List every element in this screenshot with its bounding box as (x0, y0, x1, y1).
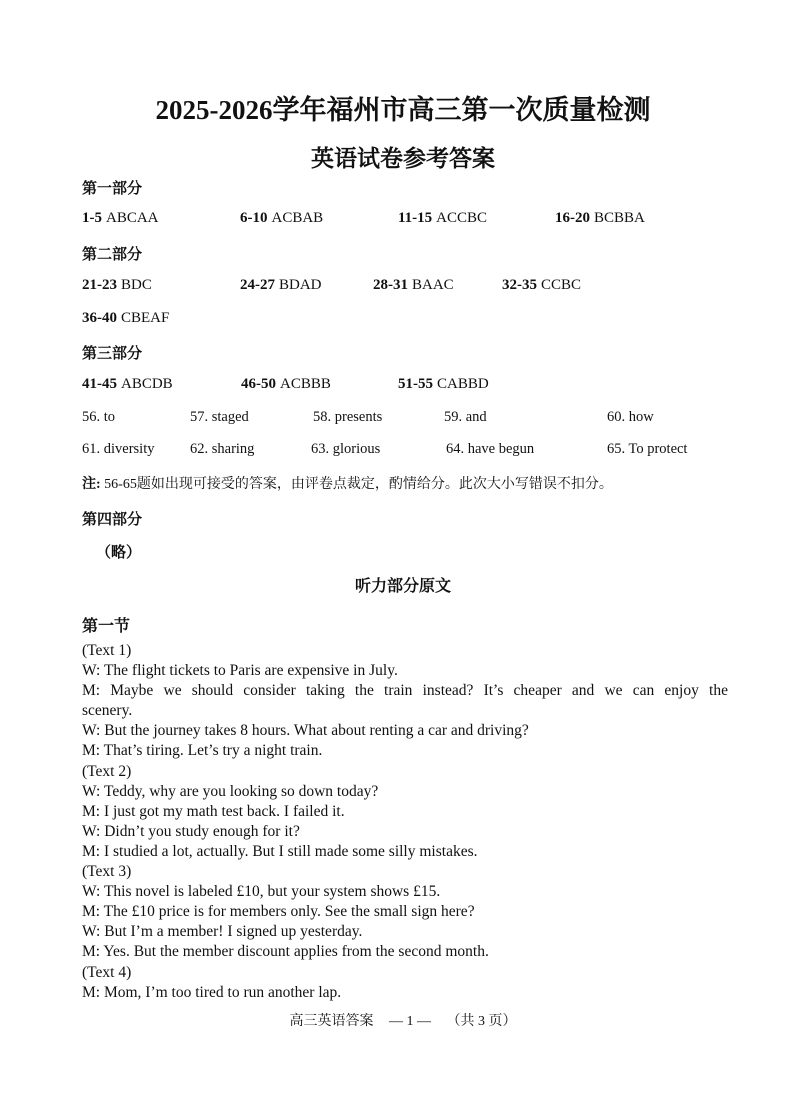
answer-group: 1-5 ABCAA (82, 210, 159, 226)
transcript-line: M: Maybe we should consider taking the train instead? It’s cheaper and we can enjoy the (82, 682, 728, 700)
answer-group: 32-35 CCBC (502, 277, 582, 293)
transcript-line: M: Yes. But the member discount applies from the second month. (82, 943, 489, 961)
fill-in-answer: 57. staged (190, 409, 249, 425)
answer-group: 36-40 CBEAF (82, 310, 170, 326)
fill-in-row-2 (0, 441, 806, 463)
part3-answers-row (0, 376, 806, 398)
transcript-line: W: The flight tickets to Paris are expensive in July. (82, 662, 398, 680)
part1-answers-row (0, 210, 806, 232)
answer-group: 16-20 BCBBA (555, 210, 645, 226)
answer-group: 28-31 BAAC (373, 277, 454, 293)
transcript-line: (Text 2) (82, 762, 132, 780)
fill-in-row-1 (0, 409, 806, 431)
part3-heading: 第三部分 (82, 346, 143, 362)
footer-total-pages: （共 3 页） (446, 1014, 517, 1029)
page-footer (0, 1010, 806, 1030)
answer-group: 41-45 ABCDB (82, 376, 173, 392)
answer-group: 24-27 BDAD (240, 277, 322, 293)
transcript-line: M: That’s tiring. Let’s try a night train. (82, 742, 323, 760)
answer-group: 11-15 ACCBC (398, 210, 488, 226)
listening-section-heading: 第一节 (82, 618, 131, 635)
answer-group: 51-55 CABBD (398, 376, 489, 392)
footer-page-number: — 1 — (389, 1014, 431, 1029)
part2-answers-row (0, 277, 806, 299)
fill-in-answer: 60. how (607, 409, 654, 425)
page-subtitle: 英语试卷参考答案 (311, 146, 495, 171)
listening-title: 听力部分原文 (354, 578, 451, 595)
transcript-line: M: The £10 price is for members only. See the small sign here? (82, 903, 475, 921)
part4-omitted: （略） (96, 545, 142, 561)
fill-in-answer: 62. sharing (190, 441, 255, 457)
transcript-line: W: Didn’t you study enough for it? (82, 822, 300, 840)
part2-answers-row-2 (0, 310, 806, 332)
fill-in-answer: 65. To protect (607, 441, 688, 457)
transcript-line: M: I studied a lot, actually. But I still made some silly mistakes. (82, 842, 478, 860)
part4-heading: 第四部分 (82, 512, 143, 528)
transcript-line: M: Mom, I’m too tired to run another lap. (82, 983, 342, 1001)
answer-group: 21-23 BDC (82, 277, 152, 293)
transcript-line: (Text 4) (82, 963, 132, 981)
fill-in-answer: 56. to (82, 409, 116, 425)
transcript-line: (Text 1) (82, 642, 132, 659)
transcript-line: (Text 3) (82, 863, 132, 881)
listening-transcript (82, 641, 728, 1003)
answer-group: 46-50 ACBBB (241, 376, 331, 392)
transcript-line: M: I just got my math test back. I failed it. (82, 802, 345, 820)
fill-in-answer: 58. presents (313, 409, 383, 425)
footer-label: 高三英语答案 (289, 1014, 374, 1029)
fill-in-answer: 64. have begun (446, 441, 535, 457)
answer-group: 6-10 ACBAB (240, 210, 324, 226)
transcript-line: W: Teddy, why are you looking so down today? (82, 782, 379, 800)
part1-heading: 第一部分 (82, 181, 143, 197)
fill-in-answer: 59. and (444, 409, 487, 425)
transcript-line: W: This novel is labeled £10, but your system shows £15. (82, 883, 441, 901)
transcript-line: scenery. (82, 702, 133, 720)
part2-heading: 第二部分 (82, 247, 143, 263)
fill-in-answer: 63. glorious (311, 441, 381, 457)
transcript-line: W: But I’m a member! I signed up yesterday. (82, 923, 363, 941)
scoring-note: 注: 56-65题如出现可接受的答案，由评卷点裁定，酌情给分。此次大小写错误不扣分。 (82, 477, 613, 492)
page-title: 2025-2026学年福州市高三第一次质量检测 (155, 95, 651, 125)
fill-in-answer: 61. diversity (82, 441, 155, 457)
transcript-line: W: But the journey takes 8 hours. What about renting a car and driving? (82, 722, 529, 740)
